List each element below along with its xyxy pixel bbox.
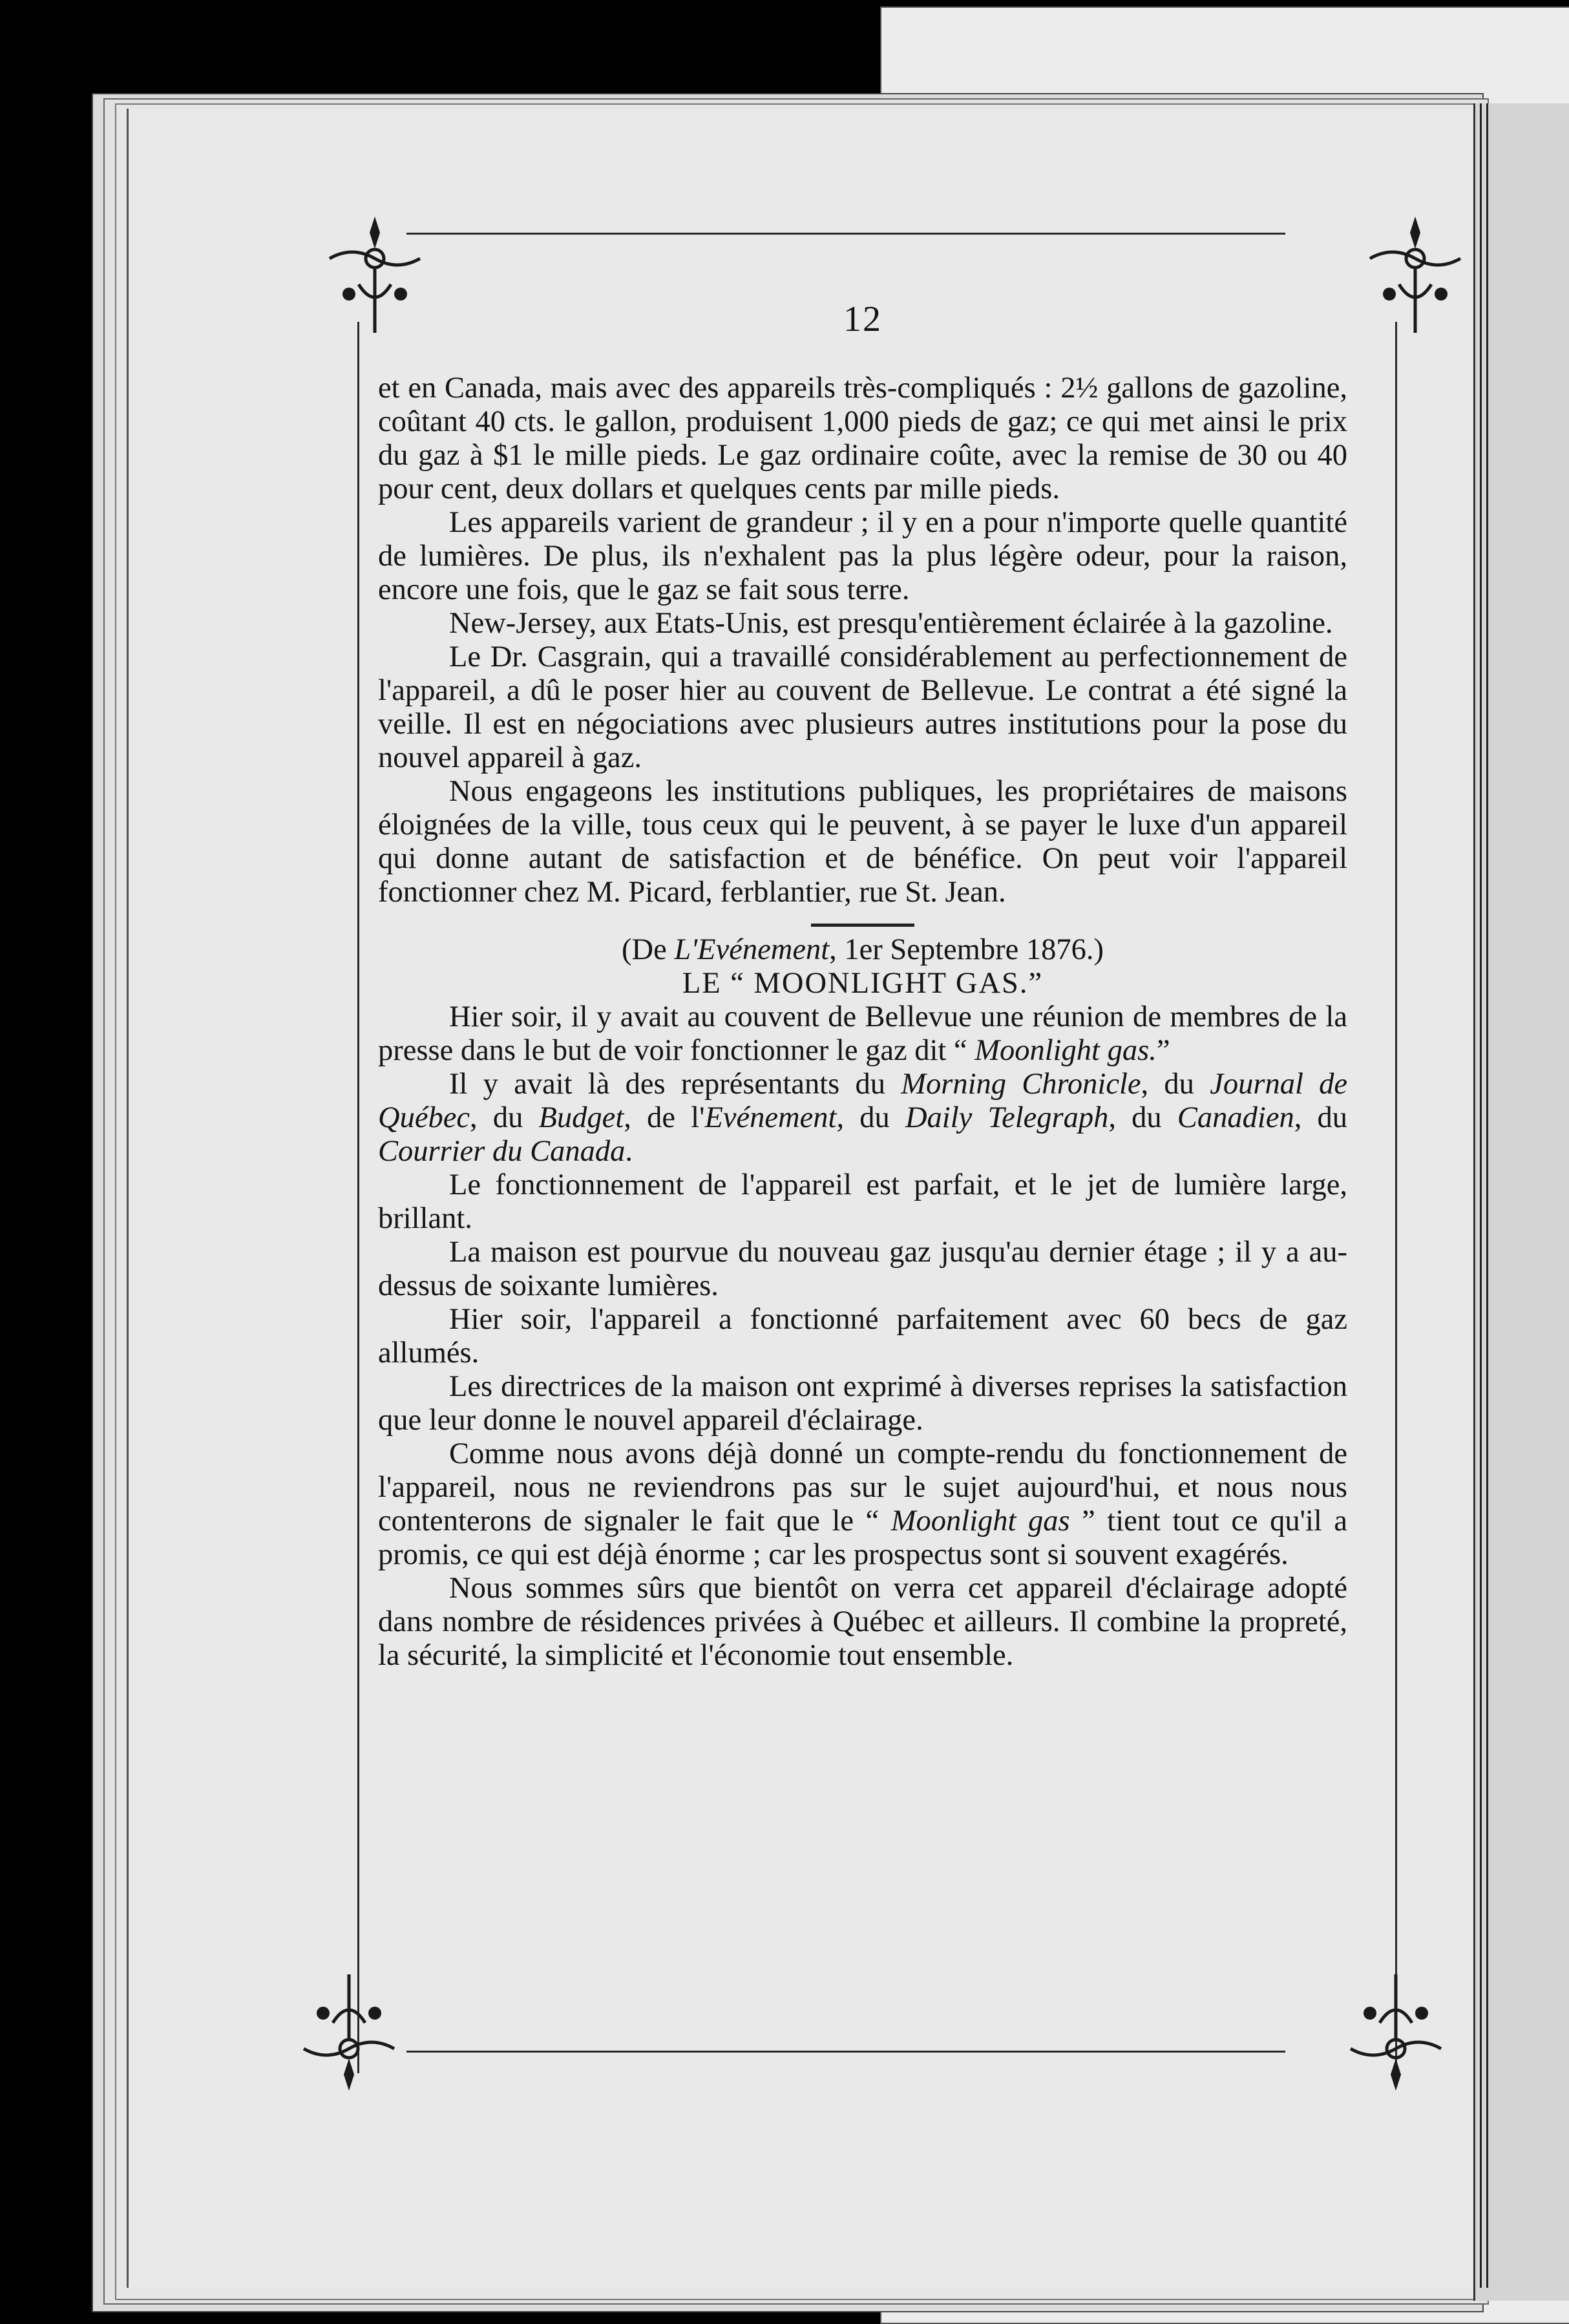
- page-number: 12: [843, 299, 882, 339]
- frame-right-rule: [1395, 322, 1397, 2073]
- paragraph: Il y avait là des représentants du Morning Chronicle, du Journal de Québec, du Budget, de l'Evénement, du Daily Telegraph, du Canadien, du Courrier du Canada.: [378, 1068, 1348, 1168]
- source-name: L'Evénement: [674, 933, 830, 966]
- page-stack-line: [1486, 103, 1488, 2288]
- frame-bottom-rule: [406, 2051, 1285, 2053]
- paragraph: Le Dr. Casgrain, qui a travaillé considérablement au perfectionnement de l'appareil, a dû le poser hier au couvent de Bellevue. Le contrat a été signé la veille. Il est en négociations avec plusieurs autres institutions pour la pose du nouvel appareil à gaz.: [378, 640, 1347, 774]
- frame-left-rule: [357, 322, 359, 2073]
- corner-ornament-bottom-right: [1344, 1971, 1448, 2094]
- paragraph: Nous engageons les institutions publiques, les propriétaires de maisons éloignées de la ville, tous ceux qui le peuvent, à se payer le luxe d'un appareil qui donne autant de satisfaction et de bénéfice. On peut voir l'appareil fonctionner chez M. Picard, ferblantier, rue St. Jean.: [378, 775, 1347, 909]
- paragraph: Les directrices de la maison ont exprimé à diverses reprises la satisfaction que leur donne le nouvel appareil d'éclairage.: [378, 1370, 1347, 1437]
- paragraph: New-Jersey, aux Etats-Unis, est presqu'entièrement éclairée à la gazoline.: [449, 607, 1333, 640]
- paragraph: Nous sommes sûrs que bientôt on verra cet appareil d'éclairage adopté dans nombre de résidences privées à Québec et ailleurs. Il combine la propreté, la sécurité, la simplicité et l'économie tout ensemble.: [378, 1572, 1347, 1672]
- frame-top-rule: [406, 233, 1285, 235]
- article-body: [378, 372, 1347, 1673]
- article-title: LE “ MOONLIGHT GAS.”: [682, 967, 1044, 1000]
- paragraph: et en Canada, mais avec des appareils très-compliqués : 2½ gallons de gazoline, coûtant 40 cts. le gallon, produisent 1,000 pieds de gaz; ce qui met ainsi le prix du gaz à $1 le mille pieds. Le gaz ordinaire coûte, avec la remise de 30 ou 40 pour cent, deux dollars et quelques cents par mille pieds.: [378, 372, 1347, 505]
- paragraph: Hier soir, l'appareil a fonctionné parfaitement avec 60 becs de gaz allumés.: [378, 1303, 1347, 1369]
- page-stack-line: [1480, 103, 1482, 2288]
- paragraph: La maison est pourvue du nouveau gaz jusqu'au dernier étage ; il y a au-dessus de soixante lumières.: [378, 1236, 1347, 1302]
- paragraph: Le fonctionnement de l'appareil est parfait, et le jet de lumière large, brillant.: [378, 1168, 1347, 1235]
- section-divider: [811, 924, 914, 927]
- paragraph: Comme nous avons déjà donné un compte-rendu du fonctionnement de l'appareil, nous ne reviendrons pas sur le sujet aujourd'hui, et nous nous contenterons de signaler le fait que le “ Moonlight gas ” tient tout ce qu'il a promis, ce qui est déjà énorme ; car les prospectus sont si souvent exagérés.: [378, 1437, 1348, 1571]
- article-dateline: (De L'Evénement, 1er Septembre 1876.): [622, 933, 1104, 966]
- paragraph: Les appareils varient de grandeur ; il y en a pour n'importe quelle quantité de lumières. De plus, ils n'exhalent pas la plus légère odeur, pour la raison, encore une fois, que le gaz se fait sous terre.: [378, 506, 1347, 606]
- corner-ornament-bottom-left: [297, 1971, 401, 2094]
- paragraph: Hier soir, il y avait au couvent de Bellevue une réunion de membres de la presse dans le but de voir fonctionner le gaz dit “ Moonlight gas.”: [378, 1000, 1347, 1067]
- corner-ornament-top-right: [1364, 213, 1467, 336]
- corner-ornament-top-left: [323, 213, 426, 336]
